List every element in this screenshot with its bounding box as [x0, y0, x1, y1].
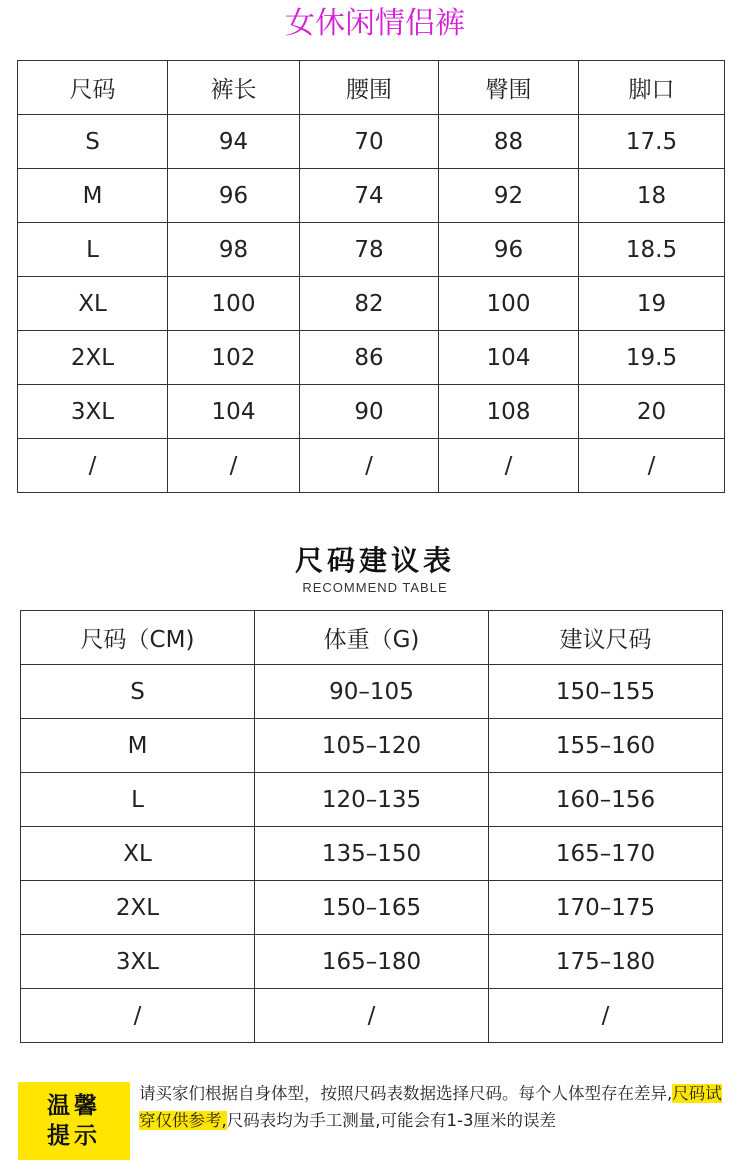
size-table-cell: 70 — [300, 115, 439, 169]
size-table-cell: 88 — [439, 115, 579, 169]
size-table-cell: 18.5 — [579, 223, 725, 277]
recommend-table-cell: XL — [21, 827, 255, 881]
recommend-table-cell: 170–175 — [489, 881, 723, 935]
recommend-table-cell: 155–160 — [489, 719, 723, 773]
recommend-table-title: 尺码建议表 — [294, 544, 455, 577]
recommend-table-cell: 90–105 — [255, 665, 489, 719]
recommend-table-cell: 150–165 — [255, 881, 489, 935]
recommend-table-header-cell: 尺码（CM) — [21, 611, 255, 665]
size-table-row — [18, 169, 725, 223]
size-table-row — [18, 385, 725, 439]
size-table-cell: 18 — [579, 169, 725, 223]
recommend-table-header-row — [21, 611, 723, 665]
size-table-header-cell: 腰围 — [300, 61, 439, 115]
size-table-cell: / — [18, 439, 168, 493]
size-table-cell: 3XL — [18, 385, 168, 439]
size-table-cell: 74 — [300, 169, 439, 223]
size-table-cell: 94 — [168, 115, 300, 169]
size-table-row — [18, 439, 725, 493]
recommend-table-cell: 135–150 — [255, 827, 489, 881]
recommend-table-header-cell: 建议尺码 — [489, 611, 723, 665]
size-table-cell: 20 — [579, 385, 725, 439]
tip-highlight: 尺码试穿仅供参考, — [139, 1084, 722, 1130]
tip-badge-line1: 温馨 — [47, 1093, 101, 1119]
size-table-cell: 19 — [579, 277, 725, 331]
size-table-cell: L — [18, 223, 168, 277]
recommend-table-cell: / — [255, 989, 489, 1043]
tip-text-after: 尺码表均为手工测量,可能会有1-3厘米的误差 — [226, 1110, 556, 1130]
recommend-table-row — [21, 935, 723, 989]
size-table-cell: 96 — [439, 223, 579, 277]
recommend-table-cell: S — [21, 665, 255, 719]
size-table-cell: XL — [18, 277, 168, 331]
tip-badge-line2: 提示 — [47, 1123, 101, 1149]
recommend-table-cell: 3XL — [21, 935, 255, 989]
recommend-table-cell: 105–120 — [255, 719, 489, 773]
tip-text — [139, 1081, 735, 1134]
recommend-table-cell: 2XL — [21, 881, 255, 935]
recommend-table-subtitle: RECOMMEND TABLE — [302, 580, 448, 595]
recommend-table-row — [21, 989, 723, 1043]
size-table-row — [18, 115, 725, 169]
recommend-table-row — [21, 773, 723, 827]
size-table-row — [18, 331, 725, 385]
recommend-table-row — [21, 719, 723, 773]
size-table — [17, 60, 725, 493]
recommend-table-cell: 175–180 — [489, 935, 723, 989]
size-table-cell: 2XL — [18, 331, 168, 385]
recommend-table-row — [21, 665, 723, 719]
size-table-cell: S — [18, 115, 168, 169]
size-table-cell: 104 — [168, 385, 300, 439]
size-table-cell: / — [579, 439, 725, 493]
size-table-header-cell: 脚口 — [579, 61, 725, 115]
size-table-cell: 96 — [168, 169, 300, 223]
size-table-cell: 17.5 — [579, 115, 725, 169]
size-table-cell: / — [168, 439, 300, 493]
tip-badge — [18, 1082, 130, 1160]
size-table-cell: 104 — [439, 331, 579, 385]
page-title: 女休闲情侣裤 — [285, 6, 465, 41]
recommend-table-cell: 160–156 — [489, 773, 723, 827]
recommend-table-cell: M — [21, 719, 255, 773]
recommend-table-cell: 150–155 — [489, 665, 723, 719]
recommend-table-cell: L — [21, 773, 255, 827]
size-table-cell: 19.5 — [579, 331, 725, 385]
size-table-cell: 86 — [300, 331, 439, 385]
recommend-table-cell: 165–170 — [489, 827, 723, 881]
recommend-table-cell: / — [489, 989, 723, 1043]
size-table-cell: 92 — [439, 169, 579, 223]
size-table-cell: M — [18, 169, 168, 223]
size-table-cell: 100 — [168, 277, 300, 331]
recommend-table-row — [21, 881, 723, 935]
recommend-table-cell: 165–180 — [255, 935, 489, 989]
size-table-cell: 100 — [439, 277, 579, 331]
recommend-table-row — [21, 827, 723, 881]
recommend-table-header-cell: 体重（G) — [255, 611, 489, 665]
size-table-row — [18, 277, 725, 331]
recommend-table — [20, 610, 723, 1043]
size-table-cell: 102 — [168, 331, 300, 385]
size-table-header-cell: 尺码 — [18, 61, 168, 115]
size-table-cell: / — [439, 439, 579, 493]
size-table-cell: 82 — [300, 277, 439, 331]
recommend-table-cell: / — [21, 989, 255, 1043]
size-table-cell: 98 — [168, 223, 300, 277]
size-table-cell: 108 — [439, 385, 579, 439]
size-table-cell: 78 — [300, 223, 439, 277]
size-table-cell: / — [300, 439, 439, 493]
size-table-header-cell: 臀围 — [439, 61, 579, 115]
recommend-table-cell: 120–135 — [255, 773, 489, 827]
size-table-header-row — [18, 61, 725, 115]
tip-text-before: 请买家们根据自身体型，按照尺码表数据选择尺码。每个人体型存在差异, — [139, 1084, 673, 1103]
size-table-row — [18, 223, 725, 277]
size-table-cell: 90 — [300, 385, 439, 439]
size-table-header-cell: 裤长 — [168, 61, 300, 115]
